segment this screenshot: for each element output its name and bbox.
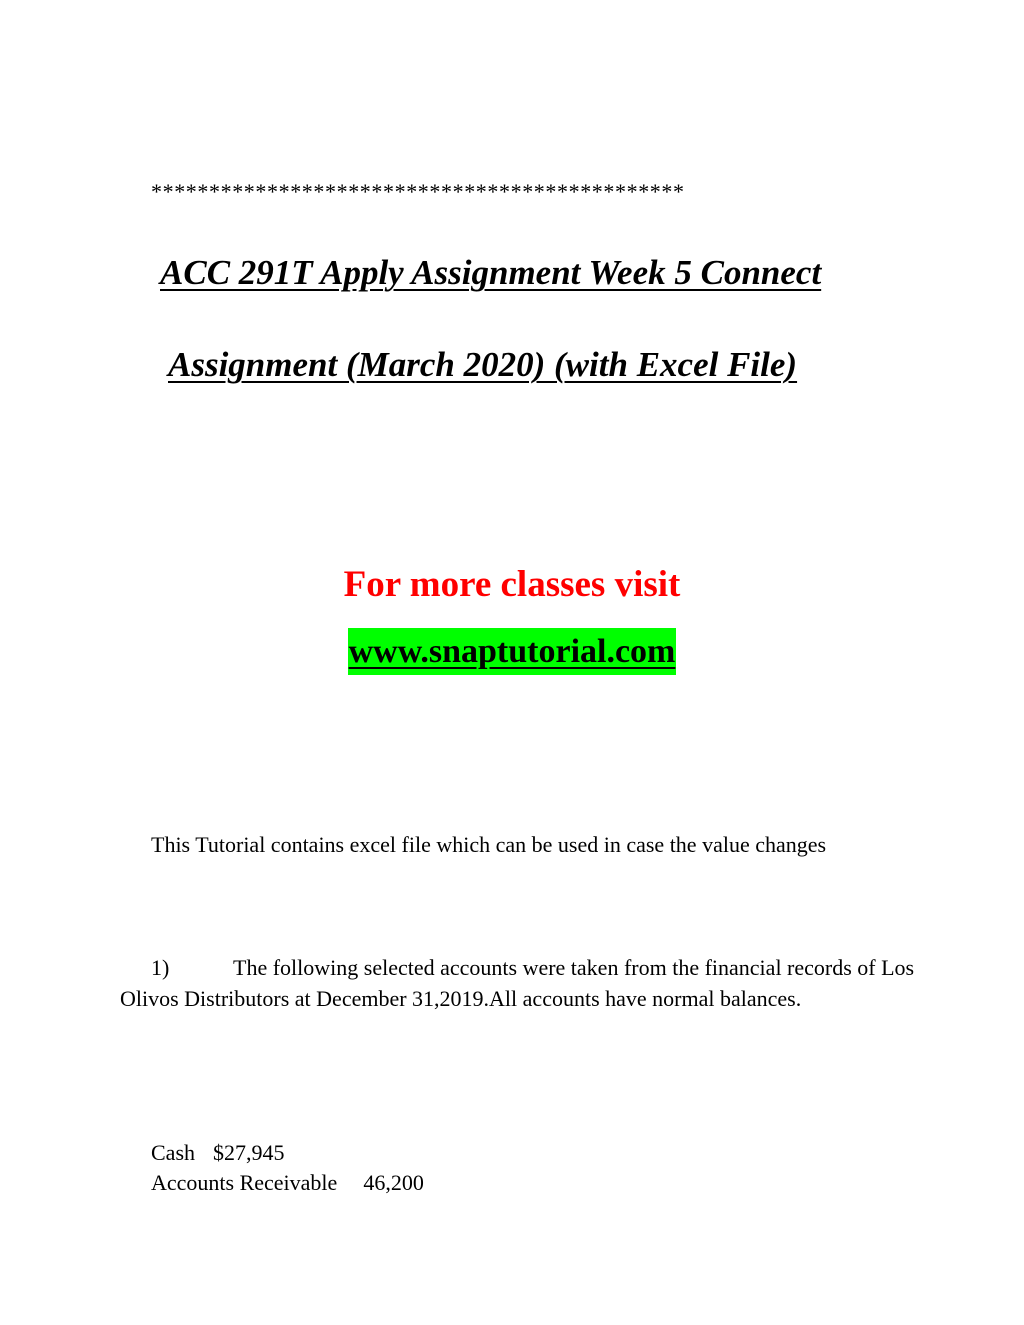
promo-link-container [0,628,1024,675]
question-paragraph [120,952,920,1014]
intro-paragraph: This Tutorial contains excel file which can be used in case the value changes [151,832,827,857]
account-name: Accounts Receivable [151,1170,338,1195]
question-number: 1) [151,955,170,980]
document-title-line-2: Assignment (March 2020) (with Excel File) [168,345,798,384]
document-title-line-1: ACC 291T Apply Assignment Week 5 Connect [160,253,822,292]
account-name: Cash [151,1140,195,1165]
account-row [151,1167,424,1198]
account-amount: 46,200 [363,1170,424,1195]
account-row [151,1137,285,1168]
account-amount: $27,945 [213,1140,285,1165]
snaptutorial-link[interactable]: www.snaptutorial.com [348,628,677,675]
promo-visit-text: For more classes visit [343,564,681,605]
separator-stars: ********************************************** [151,179,685,204]
question-text: The following selected accounts were taken from the financial records of Los Olivos Distributors at December 31,2019.All accounts have normal balances. [120,955,915,1011]
